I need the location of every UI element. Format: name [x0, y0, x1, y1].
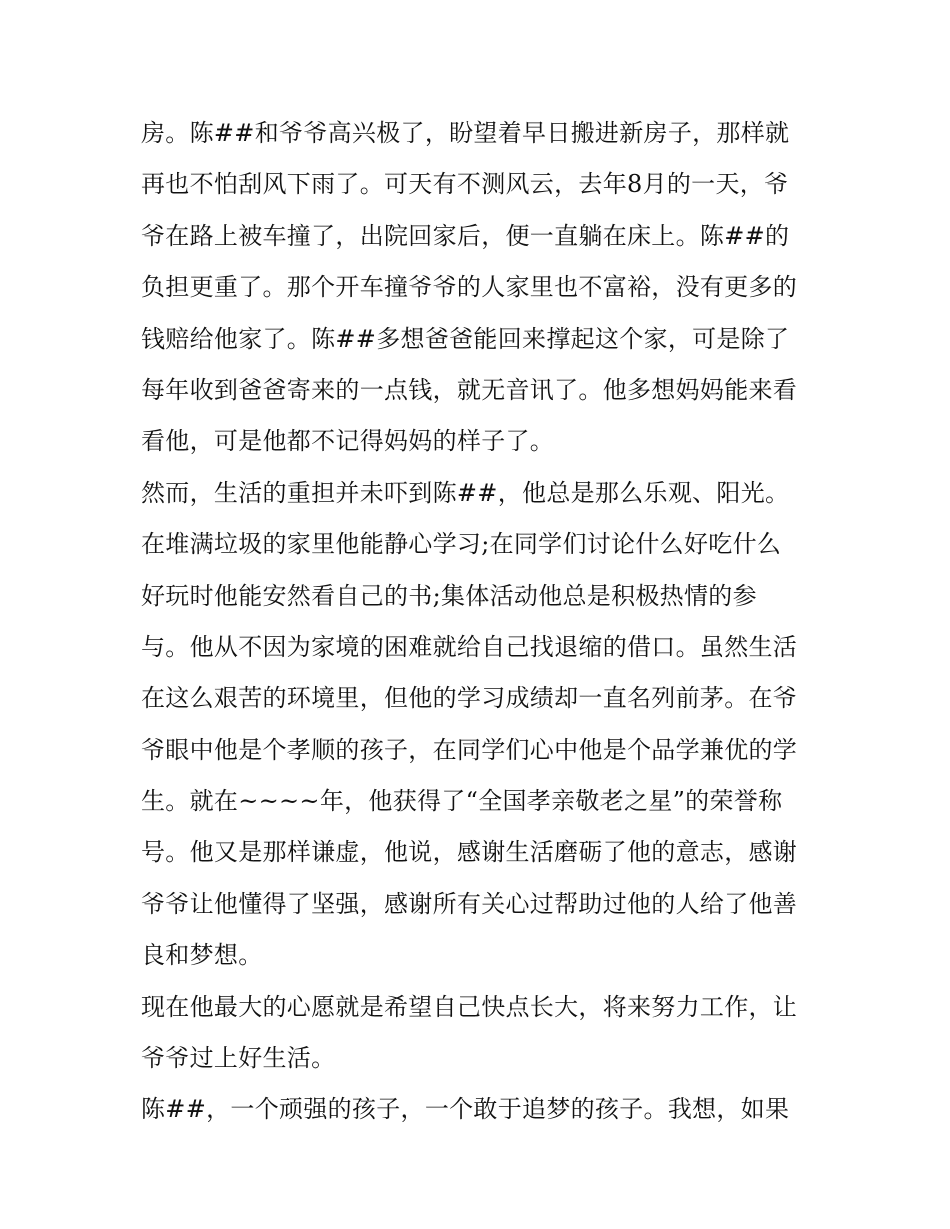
text-line: 生。就在~~~~年，他获得了“全国孝亲敬老之星”的荣誉称	[141, 787, 783, 816]
text-line: 爷眼中他是个孝顺的孩子，在同学们心中他是个品学兼优的学	[141, 735, 798, 764]
text-line: 然而，生活的重担并未吓到陈##，他总是那么乐观、阳光。	[141, 478, 790, 507]
text-line: 良和梦想。	[141, 941, 263, 970]
text-line: 再也不怕刮风下雨了。可天有不测风云，去年8月的一天，爷	[141, 170, 789, 199]
text-line: 在堆满垃圾的家里他能静心学习;在同学们讨论什么好吃什么	[141, 530, 782, 559]
text-line: 钱赔给他家了。陈##多想爸爸能回来撑起这个家，可是除了	[141, 324, 790, 353]
text-line: 每年收到爸爸寄来的一点钱，就无音讯了。他多想妈妈能来看	[141, 375, 798, 404]
text-line: 陈##，一个顽强的孩子，一个敢于追梦的孩子。我想，如果	[141, 1095, 790, 1124]
text-line: 负担更重了。那个开车撞爷爷的人家里也不富裕，没有更多的	[141, 273, 798, 302]
text-line: 好玩时他能安然看自己的书;集体活动他总是积极热情的参	[141, 581, 757, 610]
text-line: 与。他从不因为家境的困难就给自己找退缩的借口。虽然生活	[141, 632, 798, 661]
text-line: 爷在路上被车撞了，出院回家后，便一直躺在床上。陈##的	[141, 221, 790, 250]
text-line: 房。陈##和爷爷高兴极了，盼望着早日搬进新房子，那样就	[141, 119, 790, 147]
text-line: 爷爷让他懂得了坚强，感谢所有关心过帮助过他的人给了他善	[141, 889, 798, 918]
text-line: 在这么艰苦的环境里，但他的学习成绩却一直名列前茅。在爷	[141, 684, 798, 713]
text-line: 爷爷过上好生活。	[141, 1044, 336, 1073]
text-line: 看他，可是他都不记得妈妈的样子了。	[141, 427, 555, 456]
text-line: 现在他最大的心愿就是希望自己快点长大，将来努力工作，让	[141, 992, 798, 1021]
document-body	[141, 108, 821, 1136]
text-line: 号。他又是那样谦虚，他说，感谢生活磨砺了他的意志，感谢	[141, 838, 798, 867]
